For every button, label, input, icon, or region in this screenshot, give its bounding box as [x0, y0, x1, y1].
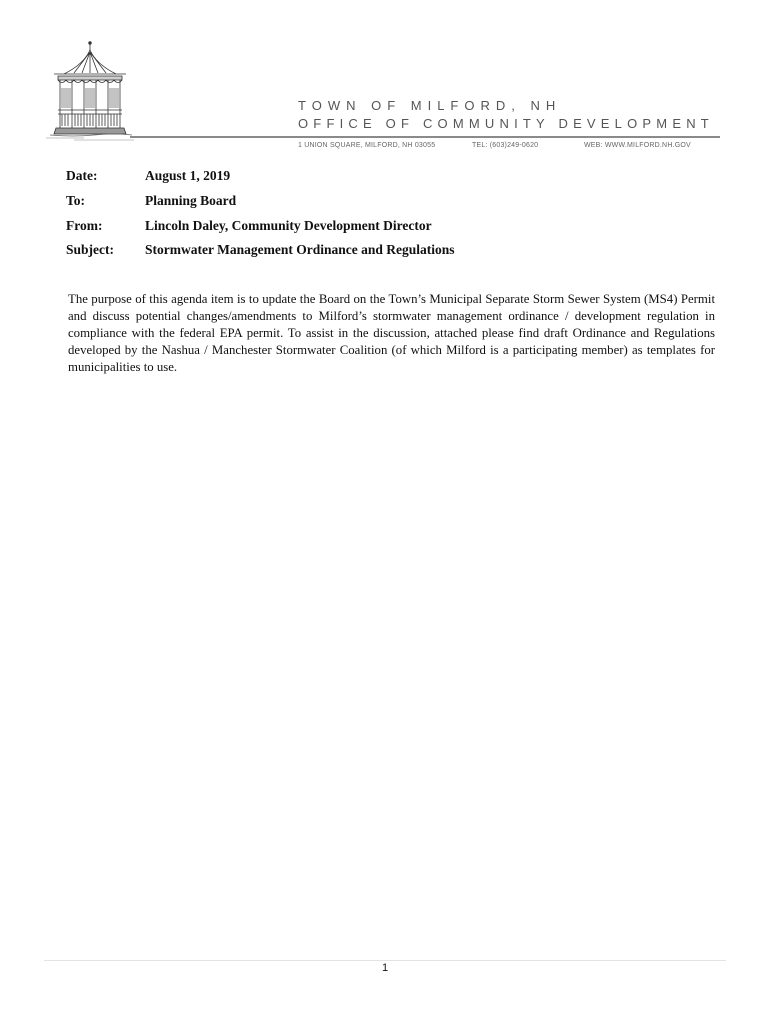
memo-date-value: August 1, 2019 [145, 168, 231, 183]
memo-to-label: To: [66, 193, 86, 208]
gazebo-logo [44, 40, 136, 142]
memo-subject-value: Stormwater Management Ordinance and Regulations [145, 242, 455, 257]
letterhead-divider [130, 136, 720, 138]
letterhead-address: 1 UNION SQUARE, MILFORD, NH 03055 [298, 142, 436, 149]
memo-from-label: From: [66, 218, 103, 233]
letterhead-website: WEB: WWW.MILFORD.NH.GOV [584, 142, 691, 149]
gazebo-illustration-icon [44, 40, 136, 142]
memo-date-label: Date: [66, 168, 98, 183]
memo-body-paragraph: The purpose of this agenda item is to update the Board on the Town’s Municipal Separate Storm Sewer System (MS4) Permit and discuss potential changes/amendments to Milford’s stormwater management ordinance / development regulation in compliance with the federal EPA permit. To assist in the discussion, attached please find draft Ordinance and Regulations developed by the Nashua / Manchester Stormwater Coalition (of which Milford is a participating member) as templates for municipalities to use. [68, 292, 715, 374]
memo-from-value: Lincoln Daley, Community Development Director [145, 218, 432, 233]
letterhead-office: OFFICE OF COMMUNITY DEVELOPMENT [298, 116, 714, 131]
memo-to-value: Planning Board [145, 193, 237, 208]
letterhead-telephone: TEL: (603)249-0620 [472, 142, 539, 149]
page-number: 1 [381, 962, 389, 974]
letterhead-town: TOWN OF MILFORD, NH [298, 98, 562, 113]
footer-divider [44, 960, 726, 961]
memo-subject-label: Subject: [66, 242, 114, 257]
